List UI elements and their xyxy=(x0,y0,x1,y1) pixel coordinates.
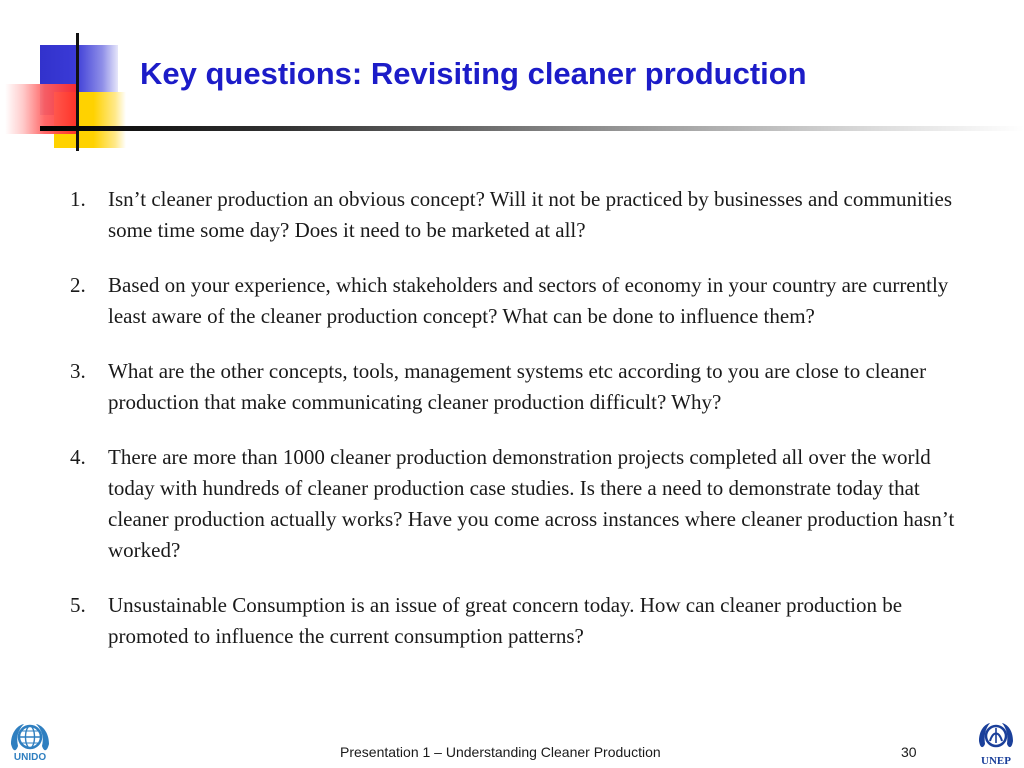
question-number: 3. xyxy=(70,359,86,383)
unido-logo xyxy=(7,722,53,762)
question-text: Based on your experience, which stakeholders and sectors of economy in your country are currently least aware of the cleaner production concept? What can be done to influence them? xyxy=(108,273,949,328)
question-list xyxy=(70,184,975,676)
unep-logo-text: UNEP xyxy=(981,755,1011,767)
question-text: Unsustainable Consumption is an issue of great concern today. How can cleaner production be promoted to influence the current consumption patterns? xyxy=(108,593,903,648)
question-number: 1. xyxy=(70,187,86,211)
question-number: 2. xyxy=(70,273,86,297)
page-number: 30 xyxy=(901,744,917,760)
unep-logo xyxy=(974,721,1018,767)
question-item xyxy=(70,356,975,418)
question-text: There are more than 1000 cleaner production demonstration projects completed all over the world today with hundreds of cleaner production case studies. Is there a need to demonstrate today that cleaner production actually works? Have you come across instances where cleaner production hasn’t worked? xyxy=(108,445,955,562)
question-text: What are the other concepts, tools, management systems etc according to you are close to cleaner production that make communicating cleaner production difficult? Why? xyxy=(108,359,927,414)
question-number: 5. xyxy=(70,593,86,617)
title-underline xyxy=(40,126,1024,131)
question-item xyxy=(70,184,975,246)
question-item xyxy=(70,590,975,652)
decorative-vertical-line xyxy=(76,33,79,151)
slide-title: Key questions: Revisiting cleaner production xyxy=(140,56,807,91)
question-number: 4. xyxy=(70,445,86,469)
unido-logo-text: UNIDO xyxy=(13,752,47,762)
question-item xyxy=(70,442,975,566)
question-text: Isn’t cleaner production an obvious concept? Will it not be practiced by businesses and communities some time some day? Does it need to be marketed at all? xyxy=(108,187,952,242)
question-item xyxy=(70,270,975,332)
footer-text: Presentation 1 – Understanding Cleaner Production xyxy=(340,744,661,760)
